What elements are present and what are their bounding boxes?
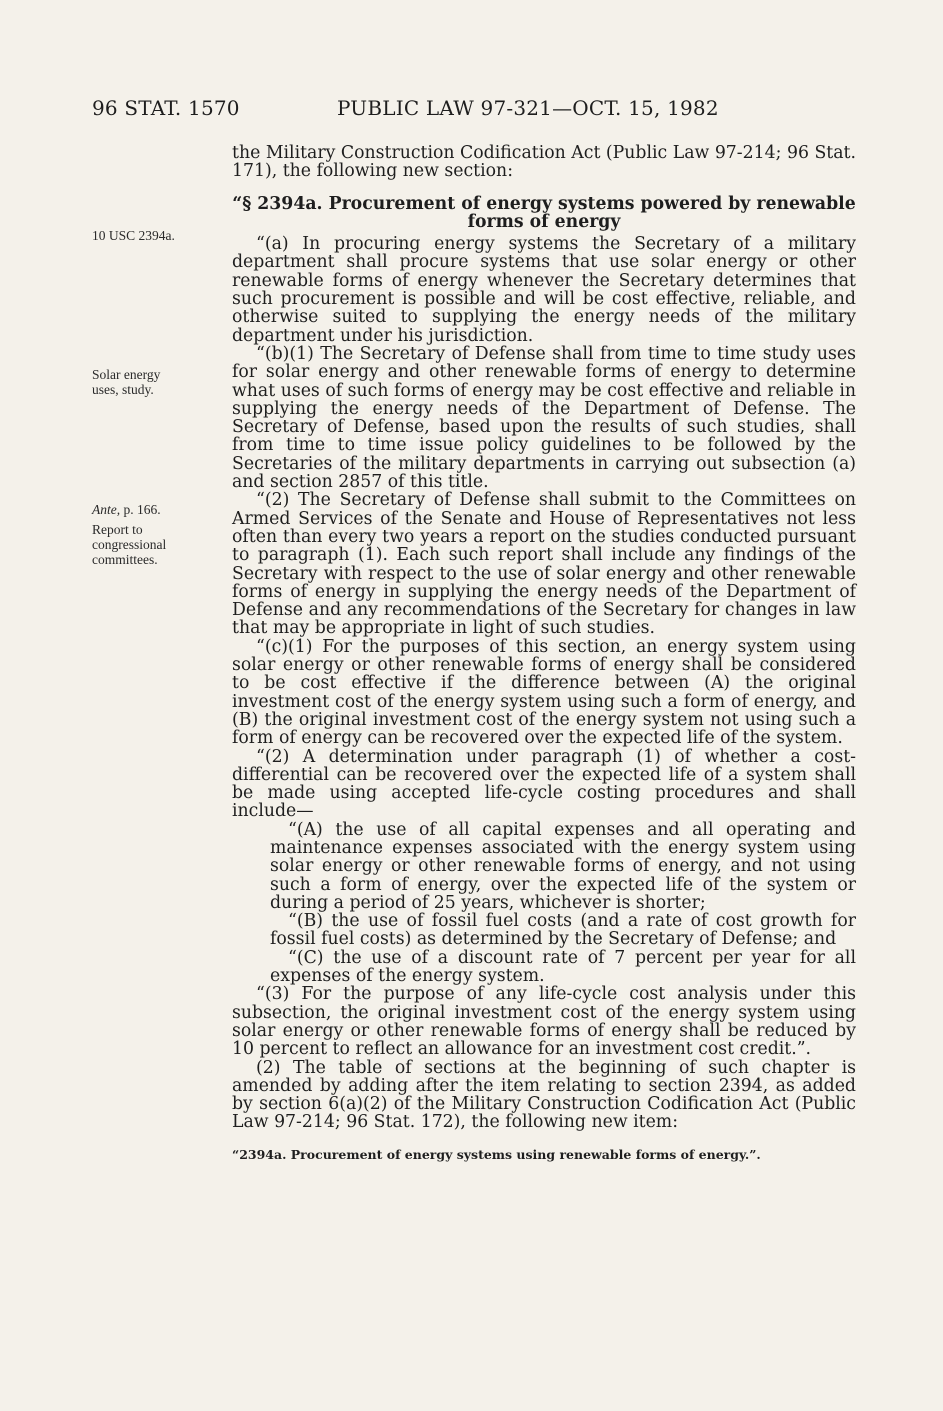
margin-note-report — [92, 522, 212, 567]
paragraph-a: “(a) In procuring energy systems the Secretary of a military department shall procure systems that use solar energy or other renewable forms of energy whenever the Secretary determines that such procurement is possible and will be cost effective, reliable, and otherwise suited to supplying the energy needs of the military department under his jurisdiction. — [232, 234, 856, 346]
section-heading: “§ 2394a. Procurement of energy systems powered by renewable forms of energy — [232, 193, 856, 232]
margin-note-usc: 10 USC 2394a. — [92, 228, 175, 243]
subparagraph-C: “(C) the use of a discount rate of 7 percent per year for all expenses of the energy system. — [270, 947, 856, 987]
paragraph-b1: “(b)(1) The Secretary of Defense shall from time to time study uses for solar energy and other renewable forms of energy to determine what uses of such forms of energy may be cost effective and reliable in supplying the energy needs of the Department of Defense. The Secretary of Defense, based upon the results of such studies, shall from time to time issue policy guidelines to be followed by the Secretaries of the military departments in carrying out subsection (a) and section 2857 of this title. — [232, 343, 856, 493]
margin-note-ante — [92, 502, 212, 517]
paragraph-b2: “(2) The Secretary of Defense shall submit to the Committees on Armed Services of the Senate and House of Representatives not less often than every two years a report on the studies conducted pursuant to paragraph (1). Each such report shall include any findings of the Secretary with respect to the use of solar energy and other renewable forms of energy in supplying the energy needs of the Department of Defense and any recommendations of the Secretary for changes in law that may be appropriate in light of such studies. — [232, 490, 856, 639]
margin-note-italic: Ante, — [92, 502, 121, 517]
subparagraph-list — [232, 821, 856, 986]
main-text — [232, 144, 856, 1164]
table-of-sections-item: “2394a. Procurement of energy systems using renewable forms of energy.”. — [232, 1146, 761, 1162]
intro-text: the Military Construction Codification Act (Public Law 97-214; 96 Stat. 171), the following new section: — [232, 143, 856, 182]
margin-note-line: Solar energy — [92, 367, 161, 382]
margin-note-line: uses, study. — [92, 382, 154, 397]
stat-citation: 96 STAT. 1570 — [92, 96, 240, 120]
margin-note-line: committees. — [92, 552, 158, 567]
paragraph-2: (2) The table of sections at the beginning of such chapter is amended by adding after the item relating to section 2394, as added by section 6(a)(2) of the Military Construction Codification Act (Public Law 97-214; 96 Stat. 172), the following new item: — [232, 1057, 856, 1133]
margin-note-page: p. 166. — [120, 502, 161, 517]
paragraph-c2: “(2) A determination under paragraph (1) of whether a cost-differential can be recovered over the expected life of a system shall be made using accepted life-cycle costing procedures and shall include— — [232, 746, 856, 822]
margin-note-solar-study — [92, 367, 212, 397]
running-header-title: PUBLIC LAW 97-321—OCT. 15, 1982 — [337, 96, 719, 120]
subparagraph-B: “(B) the use of fossil fuel costs (and a rate of cost growth for fossil fuel costs) as determined by the Secretary of Defense; and — [270, 911, 856, 950]
subparagraph-A: “(A) the use of all capital expenses and all operating and maintenance expenses associated with the energy system using solar energy or other renewable forms of energy, and not using such a form of energy, over the expected life of the system or during a period of 25 years, whichever is shorter; — [270, 819, 856, 913]
paragraph-c1: “(c)(1) For the purposes of this section, an energy system using solar energy or other renewable forms of energy shall be considered to be cost effective if the difference between (A) the original investment cost of the energy system using such a form of energy, and (B) the original investment cost of the energy system not using such a form of energy can be recovered over the expected life of the system. — [232, 636, 856, 749]
margin-note-line: congressional — [92, 537, 167, 552]
margin-note-line: Report to — [92, 522, 143, 537]
paragraph-c3: “(3) For the purpose of any life-cycle cost analysis under this subsection, the original investment cost of the energy system using solar energy or other renewable forms of energy shall be reduced by 10 percent to reflect an allowance for an investment cost credit.”. — [232, 984, 856, 1060]
